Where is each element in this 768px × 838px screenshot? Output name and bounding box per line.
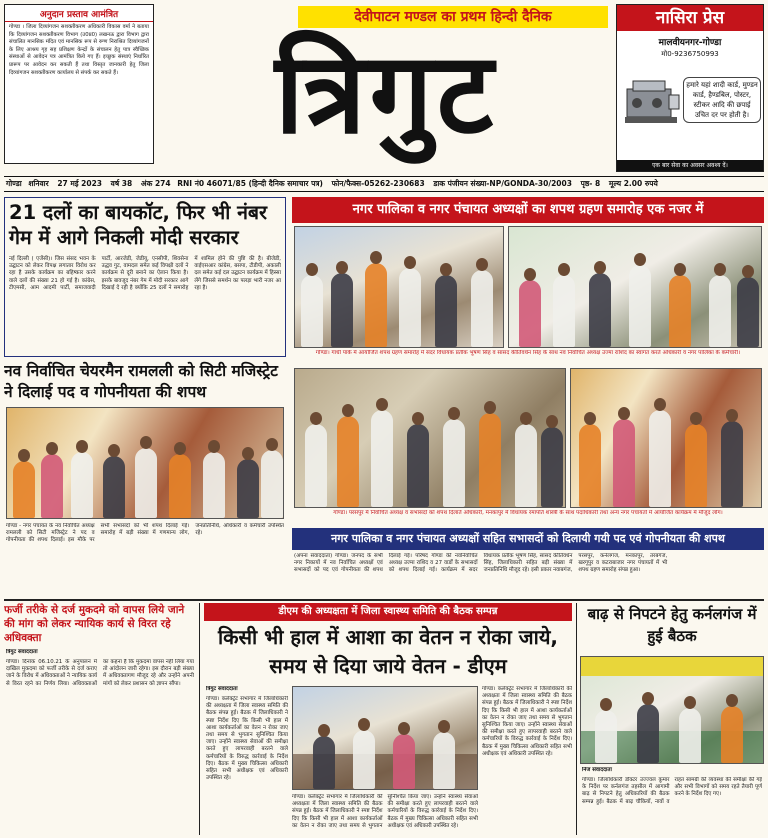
notice-body: गोण्डा । जिला दिव्यांगजन सशक्तीकरण अधिकारी विकास वर्मा ने बताया कि दिव्यांगजन सशक्तीकरण विभाग (उ0प्र0) लखनऊ द्वारा विभाग द्वारा संचालित मानसिक मंदित एवं मानसिक रूप से रुग्ण निराश्रित दिव्यांगजनों के लिए आश्रय गृह सह प्रशिक्षण केन्द्रों के संचालन हेतु पात्र स्वैच्छिक संस्थाओं से आवेदन पत्र आमंत्रित किये गए हैं। इच्छुक संस्थाएं निर्धारित प्रारूप पर आवेदन कर सकती हैं तथा विस्तृत जानकारी हेतु जिला दिव्यांगजन सशक्तीकरण कार्यालय से संपर्क कर सकते हैं। (9, 24, 149, 76)
flood-meeting-photo (580, 656, 764, 764)
story-advocates-headline: फर्जी तरीके से दर्ज मुकदमे को वापस लिये जाने की मांग को लेकर न्यायिक कार्य से विरत रहे अधिवक्ता (4, 604, 185, 644)
masthead-title: त्रिगुट (274, 28, 498, 159)
story-advocates-body: गोण्डा। दिनांक 06.10.21 के अनुपालन में दाखिल मुकदमा को फर्जी तरीके से दर्ज कराए जाने के विरोध में अधिवक्ताओं ने न्यायिक कार्य से विरत रहने का निर्णय लिया। अधिवक्ताओं का कहना है कि मुकदमा वापस नहीं लिया गया तो आंदोलन जारी रहेगा। इस दौरान बड़ी संख्या में अधिवक्तागण मौजूद रहे और उन्होंने अपनी मांगों को लेकर प्रशासन को ज्ञापन सौंपा। (6, 659, 194, 687)
dateline-day: शनिवार (28, 179, 49, 188)
story-health-body: गोण्डा। कलेक्ट्रेट सभागार में जिलाधिकारी की अध्यक्षता में जिला स्वास्थ्य समिति की बैठक संपन्न हुई। बैठक में जिलाधिकारी ने स्पष्ट निर्देश दिए कि किसी भी हाल में आशा कार्यकर्ताओं का वेतन न रोका जाए तथा समय से भुगतान सुनिश्चित किया जाए। उन्होंने स्वास्थ्य सेवाओं की समीक्षा करते हुए लापरवाही बरतने वाले कर्मचारियों के विरुद्ध कार्रवाई के निर्देश दिए। बैठक में मुख्य चिकित्सा अधिकारी सहित सभी अधीक्षक एवं अधिकारी उपस्थित रहे। (206, 696, 288, 782)
ad-services: हमारे यहां शादी कार्ड, मुण्डन कार्ड, हैण्डबिल, पोस्टर, स्टीकर आदि की छपाई उचित दर पर होती है। (683, 77, 761, 123)
ad-phone: मो0-9236750993 (661, 50, 719, 58)
dateline-phone: फोन/फैक्स-05262-230683 (331, 179, 425, 188)
story-flood-body: गोण्डा। जिलाधिकारी डॉक्टर उज्ज्वल कुमार के निर्देश पर कर्नलगंज तहसील में आगामी बाढ़ से निपटने हेतु अधिकारियों की बैठक सम्पन्न हुई। बैठक में बाढ़ चौकियों, नावों व राहत सामग्री की व्यवस्था की समीक्षा की गई और सभी विभागों को समय रहते तैयारी पूर्ण करने के निर्देश दिए गए। (582, 777, 762, 805)
ad-footer: एक बार सेवा का अवसर अवश्य दें। (617, 160, 763, 171)
dateline-city: गोण्डा (6, 179, 22, 188)
feature-banner-ceremony: नगर पालिका व नगर पंचायत अध्यक्षों का शपथ ग्रहण समारोह एक नजर में (292, 197, 764, 223)
section-divider (4, 599, 764, 601)
story-flood-byline: निज संवाददाता (582, 767, 612, 773)
story-advocates-byline: त्रिगुट संवाददाता (6, 649, 38, 655)
oath-photo (6, 407, 284, 519)
story-oath-body: गोण्डा - नगर पंचायत के नव निर्वाचित अध्यक्ष रामलली को सिटी मजिस्ट्रेट ने पद व गोपनीयता की शपथ दिलाई। इस मौके पर सभी सभासदों को भी शपथ दिलाई गई। समारोह में बड़ी संख्या में गणमान्य लोग, जनप्रतिनिधि, अधिकारी व कर्मचारी उपस्थित रहे। (6, 523, 284, 544)
dateline-date: 27 मई 2023 (57, 179, 103, 188)
dateline-year: वर्ष 38 (110, 179, 133, 188)
story-health-body-cont: गोण्डा। कलेक्ट्रेट सभागार में जिलाधिकारी की अध्यक्षता में जिला स्वास्थ्य समिति की बैठक संपन्न हुई। बैठक में जिलाधिकारी ने स्पष्ट निर्देश दिए कि किसी भी हाल में आशा कार्यकर्ताओं का वेतन न रोका जाए तथा समय से भुगतान सुनिश्चित किया जाए। उन्होंने स्वास्थ्य सेवाओं की समीक्षा करते हुए लापरवाही बरतने वाले कर्मचारियों के विरुद्ध कार्रवाई के निर्देश दिए। बैठक में मुख्य चिकित्सा अधिकारी सहित सभी अधीक्षक एवं अधिकारी उपस्थित रहे। (292, 794, 478, 829)
ad-address: मालवीयनगर-गोण्डा (658, 38, 722, 48)
story-oath-headline: नव निर्वाचित चेयरमैन रामलली को सिटी मजिस्ट्रेट ने दिलाई पद व गोपनीयता की शपथ (4, 362, 278, 401)
masthead-tagline: देवीपाटन मण्डल का प्रथम हिन्दी दैनिक (298, 6, 608, 28)
dateline-pages: पृष्ठ- 8 (580, 179, 601, 188)
story-flood-headline: बाढ़ से निपटने हेतु कर्नलगंज में हुई बैठक (587, 605, 757, 645)
ceremony-caption-2: गोण्डा। परसपुर में निर्वाचित अध्यक्ष व सभासदों को शपथ दिलाते अधिकारी, मनकापुर में विधायक रमापति शास्त्री के साथ पदाधिकारी तथा अन्य नगर पंचायतों में आयोजित कार्यक्रम में मौजूद लोग। (333, 510, 723, 516)
story-boycott-headline: 21 दलों का बायकॉट, फिर भी नंबर गेम में आगे निकली मोदी सरकार (9, 201, 268, 249)
ad-title: नासिरा प्रेस (617, 5, 763, 31)
dateline-registration: डाक पंजीयन संख्या-NP/GONDA-30/2003 (433, 179, 572, 188)
dateline-bar (4, 176, 764, 192)
feature-banner-oath: नगर पालिका व नगर पंचायत अध्यक्षों सहित सभासदों को दिलायी गयी पद एवं गोपनीयता की शपथ (292, 528, 764, 550)
ceremony-photo-2 (508, 226, 762, 348)
press-ad (616, 4, 764, 172)
notice-heading: अनुदान प्रस्ताव आमंत्रित (5, 5, 153, 22)
story-health-kicker: डीएम की अध्यक्षता में जिला स्वास्थ्य समिति की बैठक सम्पन्न (204, 603, 572, 621)
dateline-issue: अंक 274 (140, 179, 171, 188)
ceremony-caption-1: गोण्डा। गांधी पार्क में आयोजित शपथ ग्रहण समारोह में सदर विधायक प्रतीक भूषण सिंह व सांसद कीर्तिवर्धन सिंह के साथ नव निर्वाचित अध्यक्ष उज्मा राशिद का स्वागत करते अधिकारी व नगर पालिका के कर्मचारी। (315, 350, 741, 356)
dateline-price: मूल्य 2.00 रुपये (608, 179, 658, 188)
story-health-headline: किसी भी हाल में आशा का वेतन न रोका जाये, समय से दिया जाये वेतन - डीएम (217, 625, 559, 678)
left-notice-box (4, 4, 154, 164)
oath-story-body: (अपना संवाददाता) गोण्डा। जनपद के सभी नगर निकायों में नव निर्वाचित अध्यक्षों एवं सभासदों को पद एवं गोपनीयता की शपथ दिलाई गई। परिषद गोण्डा की नवनिर्वाचित अध्यक्ष उज्मा राशिद व 27 वार्डों के सभासदों को शपथ दिलाई गई। कार्यक्रम में सदर विधायक प्रतीक भूषण सिंह, सांसद कीर्तिवर्धन सिंह, जिलाधिकारी सहित बड़ी संख्या में जनप्रतिनिधि मौजूद रहे। इसी प्रकार नवाबगंज, परसपुर, कर्नलगंज, मनकापुर, तरबगंज, खरगूपुर व कटराबाजार नगर पंचायतों में भी शपथ ग्रहण समारोह संपन्न हुआ। (294, 553, 668, 574)
story-boycott-body: नई दिल्ली ( एजेंसी)। जिस संसद भवन के उद्घाटन को लेकर विपक्ष लगातार विरोध कर रहा है उसके कार्यक्रम का बहिष्कार करने वाले दलों की संख्या 21 हो गई है। कांग्रेस, टीएमसी, आम आदमी पार्टी, समाजवादी पार्टी, आरजेडी, जेडीयू, एनसीपी, शिवसेना उद्धव गुट, वामदल समेत कई विपक्षी दलों ने कार्यक्रम से दूरी बनाने का ऐलान किया है। इसके बावजूद नंबर गेम में मोदी सरकार आगे दिखाई दे रही है क्योंकि 25 दलों ने समारोह में शामिल होने की पुष्टि की है। बीजेडी, वाईएसआर कांग्रेस, बसपा, टीडीपी, अकाली दल समेत कई दल उद्घाटन कार्यक्रम में हिस्सा लेंगे जिससे समर्थन का पलड़ा भारी नजर आ रहा है। (9, 256, 281, 291)
printing-machine-icon (623, 75, 681, 129)
ceremony-photo-4 (570, 368, 762, 508)
dateline-rni: RNI नं0 46071/85 (हिन्दी दैनिक समाचार पत्र) (177, 179, 323, 188)
story-boycott (4, 197, 286, 357)
ceremony-photo-1 (294, 226, 504, 348)
story-health-body-col: गोण्डा। कलेक्ट्रेट सभागार में जिलाधिकारी की अध्यक्षता में जिला स्वास्थ्य समिति की बैठक संपन्न हुई। बैठक में जिलाधिकारी ने स्पष्ट निर्देश दिए कि किसी भी हाल में आशा कार्यकर्ताओं का वेतन न रोका जाए तथा समय से भुगतान सुनिश्चित किया जाए। उन्होंने स्वास्थ्य सेवाओं की समीक्षा करते हुए लापरवाही बरतने वाले कर्मचारियों के विरुद्ध कार्रवाई के निर्देश दिए। बैठक में मुख्य चिकित्सा अधिकारी सहित सभी अधीक्षक एवं अधिकारी उपस्थित रहे। (482, 686, 572, 757)
ceremony-photo-3 (294, 368, 566, 508)
health-meeting-photo (292, 686, 478, 790)
masthead (160, 4, 612, 172)
story-health-byline: त्रिगुट संवाददाता (206, 686, 238, 692)
